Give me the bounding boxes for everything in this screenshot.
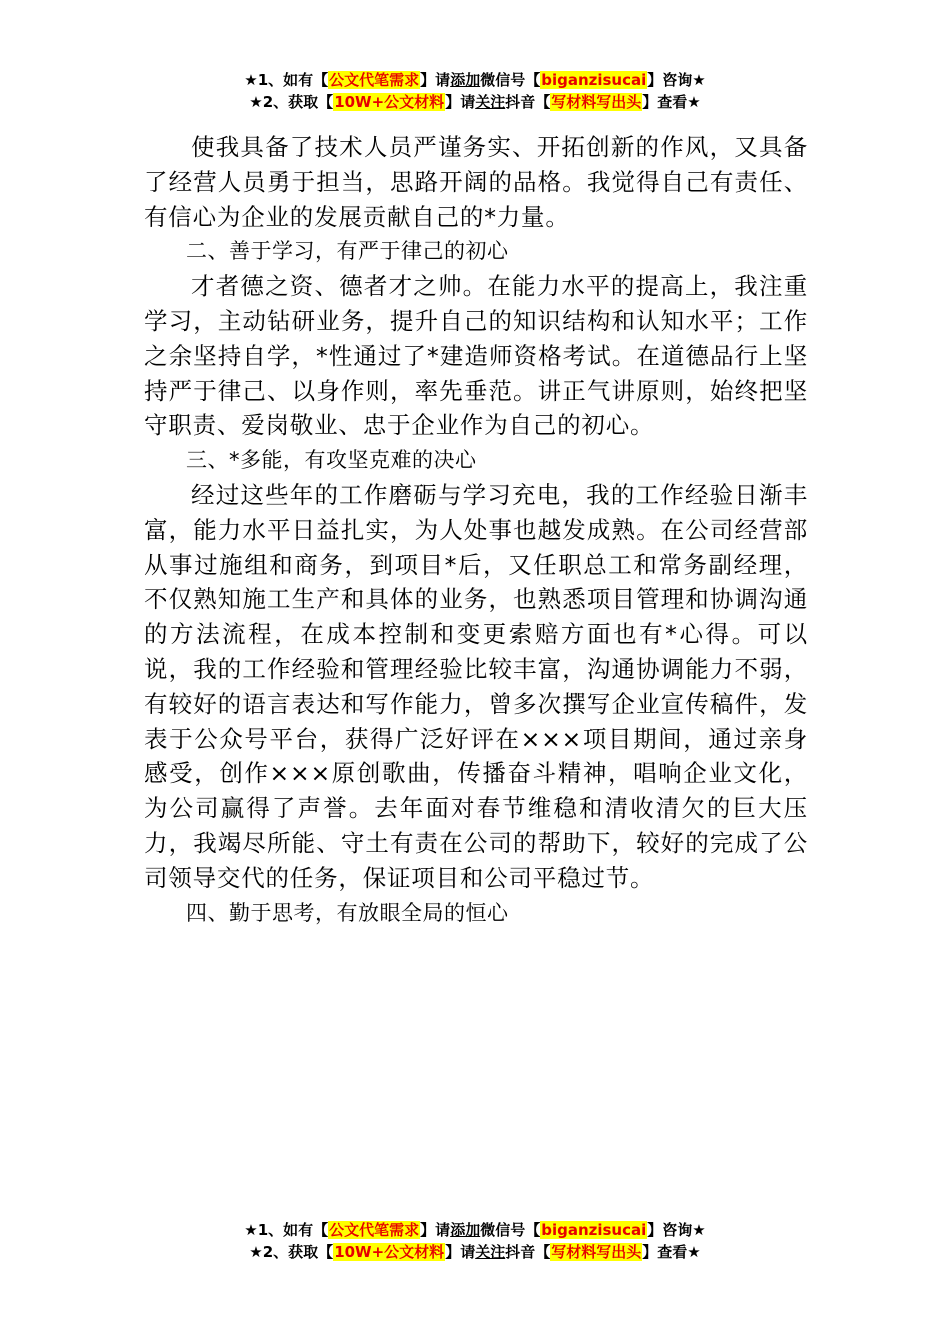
promo-highlight: 10W+公文材料 [334, 1243, 445, 1261]
promo-underlined-text: 关注 [475, 93, 506, 111]
promo-text: 】查看★ [642, 1243, 701, 1261]
promo-line-1 [0, 1219, 950, 1241]
promo-text: 】咨询★ [647, 1221, 706, 1239]
section-heading: 四、勤于思考，有放眼全局的恒心 [186, 900, 509, 925]
promo-highlight: 公文代笔需求 [329, 1221, 420, 1239]
promo-line-2 [0, 91, 950, 113]
promo-wechat-id: biganzisucai [541, 1221, 647, 1239]
promo-wechat-id: biganzisucai [541, 71, 647, 89]
promo-text: 微信号【 [480, 71, 541, 89]
promo-underlined-text: 关注 [475, 1243, 506, 1261]
promo-text: ★2、获取【 [249, 93, 334, 111]
promo-line-1 [0, 69, 950, 91]
promo-text: 抖音【 [505, 93, 551, 111]
document-body [144, 130, 808, 930]
promo-text: 】请 [420, 1221, 451, 1239]
promo-underlined-text: 添加 [450, 71, 481, 89]
promo-douyin-account: 写材料写出头 [551, 1243, 642, 1261]
promo-text: 】咨询★ [647, 71, 706, 89]
body-paragraph: 才者德之资、德者才之帅。在能力水平的提高上，我注重学习，主动钻研业务，提升自己的知识结构和认知水平；工作之余坚持自学，*性通过了*建造师资格考试。在道德品行上坚持严于律己、以身作则，率先垂范。讲正气讲原则，始终把坚守职责、爱岗敬业、忠于企业作为自己的初心。 [144, 272, 808, 440]
promo-text: ★2、获取【 [249, 1243, 334, 1261]
body-paragraph: 经过这些年的工作磨砺与学习充电，我的工作经验日渐丰富，能力水平日益扎实，为人处事也越发成熟。在公司经营部从事过施组和商务，到项目*后，又任职总工和常务副经理，不仅熟知施工生产和具体的业务，也熟悉项目管理和协调沟通的方法流程，在成本控制和变更索赔方面也有*心得。可以说，我的工作经验和管理经验比较丰富，沟通协调能力不弱，有较好的语言表达和写作能力，曾多次撰写企业宣传稿件，发表于公众号平台，获得广泛好评在×××项目期间，通过亲身感受，创作×××原创歌曲，传播奋斗精神，唱响企业文化，为公司赢得了声誉。去年面对春节维稳和清收清欠的巨大压力，我竭尽所能、守土有责在公司的帮助下，较好的完成了公司领导交代的任务，保证项目和公司平稳过节。 [144, 480, 808, 892]
promo-text: 】请 [420, 71, 451, 89]
promo-text: 】请 [445, 93, 476, 111]
promo-text: ★1、如有【 [244, 71, 329, 89]
promo-highlight: 公文代笔需求 [329, 71, 420, 89]
section-heading: 二、善于学习，有严于律己的初心 [186, 239, 509, 264]
footer-promo-banner [0, 1219, 950, 1263]
promo-douyin-account: 写材料写出头 [551, 93, 642, 111]
promo-text: 抖音【 [505, 1243, 551, 1261]
promo-text: 微信号【 [480, 1221, 541, 1239]
promo-line-2 [0, 1241, 950, 1263]
header-promo-banner [0, 69, 950, 113]
promo-text: 】请 [445, 1243, 476, 1261]
promo-text: ★1、如有【 [244, 1221, 329, 1239]
promo-underlined-text: 添加 [450, 1221, 481, 1239]
body-paragraph: 使我具备了技术人员严谨务实、开拓创新的作风，又具备了经营人员勇于担当，思路开阔的品格。我觉得自己有责任、有信心为企业的发展贡献自己的*力量。 [144, 133, 808, 231]
promo-text: 】查看★ [642, 93, 701, 111]
section-heading: 三、*多能，有攻坚克难的决心 [186, 448, 477, 473]
promo-highlight: 10W+公文材料 [334, 93, 445, 111]
